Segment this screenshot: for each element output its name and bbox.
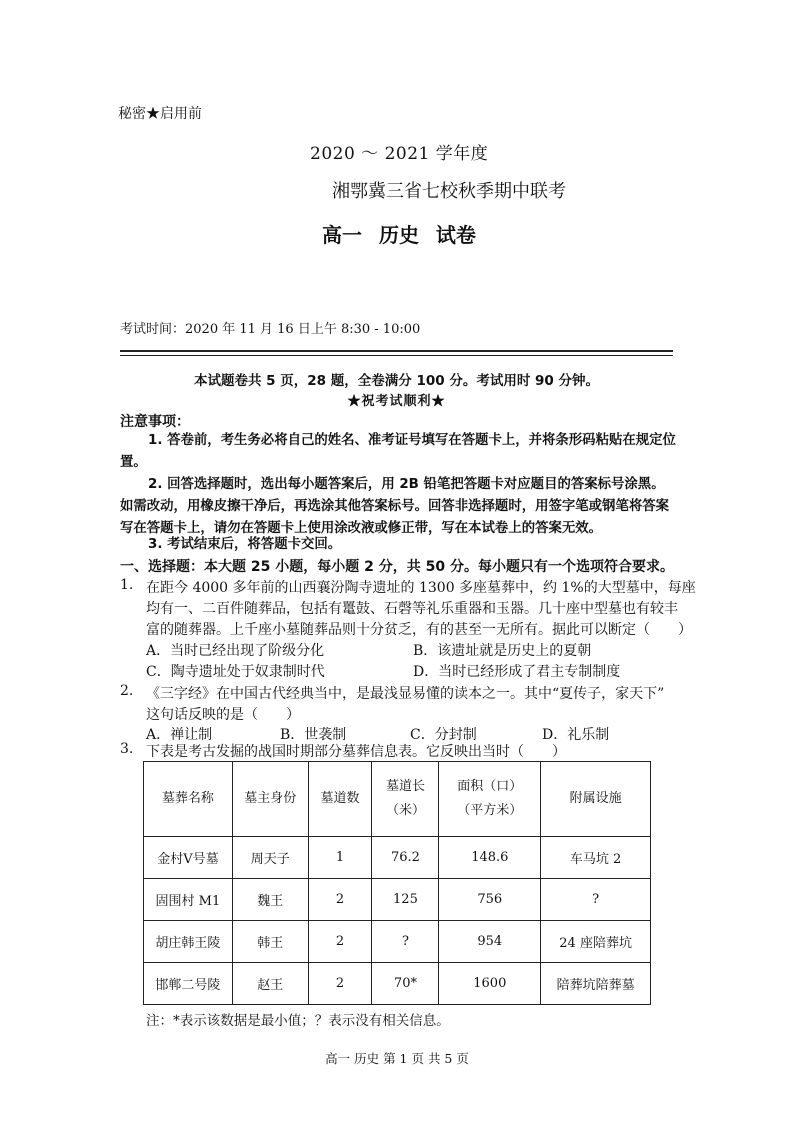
header-divider-thin	[120, 355, 673, 356]
table-cell: 954	[439, 921, 541, 963]
table-cell: 邯郸二号陵	[144, 963, 233, 1005]
table-cell: 魏王	[232, 879, 308, 921]
column-header: 面积（口） （平方米）	[439, 762, 541, 837]
table-cell: 2	[308, 963, 372, 1005]
paper-subject-title: 高一 历史 试卷	[322, 223, 476, 247]
table-cell: 固围村 M1	[144, 879, 233, 921]
question-1-line-1: 在距今 4000 多年前的山西襄汾陶寺遗址的 1300 多座墓葬中，约 1%的大型墓中，每座	[146, 580, 696, 596]
table-cell: 周天子	[232, 837, 308, 879]
question-number: 3.	[120, 741, 134, 757]
table-cell: 韩王	[232, 921, 308, 963]
section-heading: 一、选择题：本大题 25 小题，每小题 2 分，共 50 分。每小题只有一个选项符合要求。	[120, 559, 674, 575]
table-cell: 76.2	[372, 837, 439, 879]
question-2-option-d[interactable]: D．礼乐制	[542, 727, 610, 743]
question-number: 1.	[120, 577, 134, 593]
column-header: 附属设施	[541, 762, 651, 837]
notes-heading: 注意事项：	[120, 414, 190, 430]
column-header: 墓道数	[308, 762, 372, 837]
table-cell: 1	[308, 837, 372, 879]
table-cell: ?	[541, 879, 651, 921]
table-cell: 2	[308, 921, 372, 963]
table-footnote: 注：*表示该数据是最小值；？表示没有相关信息。	[146, 1013, 450, 1029]
header-divider-thick	[120, 350, 673, 352]
paper-summary: 本试题卷共 5 页，28 题，全卷满分 100 分。考试用时 90 分钟。	[193, 373, 600, 389]
question-2-option-c[interactable]: C．分封制	[410, 727, 477, 743]
page-footer: 高一 历史 第 1 页 共 5 页	[325, 1051, 469, 1066]
column-header: 墓主身份	[232, 762, 308, 837]
table-cell: 陪葬坑陪葬墓	[541, 963, 651, 1005]
table-cell: 车马坑 2	[541, 837, 651, 879]
question-2-line-2: 这句话反映的是（ ）	[146, 707, 300, 723]
question-3-line-1: 下表是考古发掘的战国时期部分墓葬信息表。它反映出当时（ ）	[146, 744, 566, 760]
question-2-option-b[interactable]: B．世袭制	[280, 727, 347, 743]
good-luck-line: ★祝考试顺利★	[347, 394, 446, 409]
table-cell: ?	[372, 921, 439, 963]
note-item-1: 1. 答卷前，考生务必将自己的姓名、准考证号填写在答题卡上，并将条形码粘贴在规定位置。	[120, 433, 676, 470]
table-row	[144, 837, 651, 879]
question-1-option-d[interactable]: D．当时已经形成了君主专制制度	[413, 664, 621, 680]
exam-time: 考试时间：2020 年 11 月 16 日上午 8:30 - 10:00	[120, 322, 421, 337]
table-row	[144, 921, 651, 963]
question-1-option-b[interactable]: B．该遗址就是历史上的夏朝	[413, 643, 592, 659]
table-header-row	[144, 762, 651, 837]
column-header: 墓道长 （米）	[372, 762, 439, 837]
table-cell: 125	[372, 879, 439, 921]
tomb-info-table	[143, 761, 651, 1005]
question-number: 2.	[120, 683, 134, 699]
table-cell: 1600	[439, 963, 541, 1005]
table-cell: 24 座陪葬坑	[541, 921, 651, 963]
confidential-label: 秘密★启用前	[118, 106, 202, 122]
note-item-2: 2. 回答选择题时，选出每小题答案后，用 2B 铅笔把答题卡对应题目的答案标号涂黑。如需改动，用橡皮擦干净后，再选涂其他答案标号。回答非选择题时，用签字笔或钢笔将答案写在答题卡上，请勿在答题卡上使用涂改液或修正带，写在本试卷上的答案无效。	[120, 477, 670, 536]
question-1-option-c[interactable]: C．陶寺遗址处于奴隶制时代	[146, 664, 325, 680]
table-cell: 70*	[372, 963, 439, 1005]
table-cell: 金村Ⅴ号墓	[144, 837, 233, 879]
table-cell: 148.6	[439, 837, 541, 879]
table-row	[144, 879, 651, 921]
column-header: 墓葬名称	[144, 762, 233, 837]
table-cell: 756	[439, 879, 541, 921]
table-cell: 赵王	[232, 963, 308, 1005]
table-row	[144, 963, 651, 1005]
question-2-line-1: 《三字经》在中国古代经典当中，是最浅显易懂的读本之一。其中“夏传子，家天下”	[146, 686, 665, 702]
table-cell: 2	[308, 879, 372, 921]
school-year: 2020 ～ 2021 学年度	[310, 144, 489, 164]
question-1-line-2: 均有一、二百件随葬品，包括有鼍鼓、石磬等礼乐重器和玉器。几十座中型墓也有较丰	[146, 601, 678, 617]
question-1-option-a[interactable]: A．当时已经出现了阶级分化	[146, 643, 325, 659]
question-1-line-3: 富的随葬器。上千座小墓随葬品则十分贫乏，有的甚至一无所有。据此可以断定（ ）	[146, 622, 692, 638]
table-cell: 胡庄韩王陵	[144, 921, 233, 963]
exam-league-title: 湘鄂冀三省七校秋季期中联考	[332, 181, 566, 202]
note-item-3: 3. 考试结束后，将答题卡交回。	[148, 537, 342, 552]
question-2-option-a[interactable]: A．禅让制	[146, 727, 213, 743]
